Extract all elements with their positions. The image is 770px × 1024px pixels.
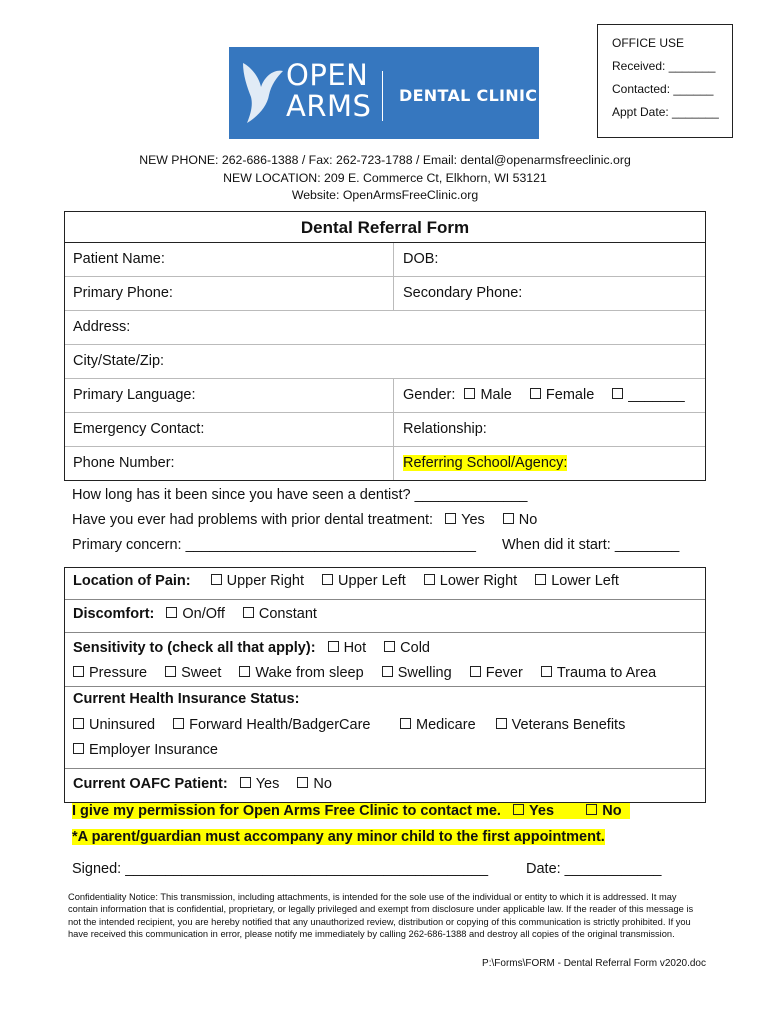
sweet-label: Sweet: [181, 665, 222, 681]
office-use-title: OFFICE USE: [612, 36, 685, 50]
insurance-row-1b: [400, 717, 625, 733]
insurance-row-2: [73, 742, 218, 758]
lower-right-checkbox[interactable]: [424, 574, 435, 585]
logo-separator: [382, 71, 383, 121]
gender-group: [403, 387, 685, 403]
permission-text: [72, 803, 630, 819]
referral-form-table: [64, 211, 706, 481]
confidentiality-notice: Confidentiality Notice: This transmission, including attachments, is intended for the sole use of the individual or entity to which it is addressed. It may contain information that is confidential, proprietary, or legally privileged and exempt from disclosure under applicable law. If the reader of this message is not the intended recipient, you are hereby notified that any unauthorized review, distribution or copying of this communication is strictly prohibited. If you have received this communication in error, please notify me immediately by calling 262-686-1388 and destroy all copies of the original transmission.: [68, 892, 694, 940]
gender-other-checkbox[interactable]: [612, 388, 623, 399]
discomfort-label: Discomfort:: [73, 606, 155, 622]
permission-no-label: No: [602, 803, 622, 819]
on-off-checkbox[interactable]: [166, 607, 177, 618]
employer-insurance-label: Employer Insurance: [89, 742, 218, 758]
appt-date-field[interactable]: Appt Date: _______: [612, 105, 719, 119]
uninsured-label: Uninsured: [89, 717, 156, 733]
swelling-label: Swelling: [397, 665, 452, 681]
permission-yes-label: Yes: [529, 803, 555, 819]
medicare-label: Medicare: [416, 717, 476, 733]
insurance-row-1: [73, 717, 370, 733]
sweet-checkbox[interactable]: [165, 666, 176, 677]
office-use-box: [597, 24, 733, 138]
gender-other-blank[interactable]: _______: [628, 387, 685, 403]
upper-right-label: Upper Right: [226, 573, 305, 589]
hot-label: Hot: [343, 640, 367, 656]
location-label: Location of Pain:: [73, 573, 191, 589]
symptoms-box: [64, 567, 706, 803]
row-address: [65, 311, 705, 345]
permission-statement: I give my permission for Open Arms Free Clinic to contact me.: [72, 803, 501, 819]
prior-no-checkbox[interactable]: [503, 513, 514, 524]
divider: [65, 632, 705, 633]
gender-female-label: Female: [545, 387, 595, 403]
upper-left-checkbox[interactable]: [322, 574, 333, 585]
minor-notice: *A parent/guardian must accompany any minor child to the first appointment.: [72, 829, 605, 845]
contact-line-location: NEW LOCATION: 209 E. Commerce Ct, Elkhorn, WI 53121: [223, 171, 547, 185]
divider: [65, 686, 705, 687]
dove-icon: [237, 57, 285, 131]
location-of-pain-row: [73, 573, 619, 589]
gender-label: Gender:: [403, 387, 456, 403]
gender-male-label: Male: [480, 387, 512, 403]
referring-agency-field[interactable]: Referring School/Agency:: [403, 455, 568, 471]
discomfort-row: [73, 606, 317, 622]
uninsured-checkbox[interactable]: [73, 718, 84, 729]
divider: [65, 599, 705, 600]
lower-left-checkbox[interactable]: [535, 574, 546, 585]
sensitivity-label: Sensitivity to (check all that apply):: [73, 640, 316, 656]
last-dentist-question[interactable]: How long has it been since you have seen a dentist? ______________: [72, 487, 528, 503]
contact-line-phone: NEW PHONE: 262-686-1388 / Fax: 262-723-1788 / Email: dental@openarmsfreeclinic.org: [139, 153, 631, 167]
oafc-label: Current OAFC Patient:: [73, 776, 228, 792]
fever-label: Fever: [485, 665, 523, 681]
sensitivity-row: [73, 640, 430, 656]
prior-problems-question: [72, 512, 537, 528]
primary-concern-field[interactable]: Primary concern: ____________________________________: [72, 537, 476, 553]
contacted-field[interactable]: Contacted: ______: [612, 82, 714, 96]
medicare-checkbox[interactable]: [400, 718, 411, 729]
row-phone-number: [65, 447, 705, 480]
row-phone: [65, 277, 705, 311]
insurance-label: Current Health Insurance Status:: [73, 691, 300, 707]
pressure-label: Pressure: [89, 665, 148, 681]
trauma-checkbox[interactable]: [541, 666, 552, 677]
logo-word-open: OPEN: [286, 58, 369, 92]
permission-no-checkbox[interactable]: [586, 804, 597, 815]
fever-checkbox[interactable]: [470, 666, 481, 677]
city-state-zip-field[interactable]: City/State/Zip:: [73, 353, 165, 369]
veterans-label: Veterans Benefits: [511, 717, 626, 733]
file-path-footer: P:\Forms\FORM - Dental Referral Form v2020.doc: [482, 958, 706, 969]
on-off-label: On/Off: [182, 606, 225, 622]
permission-row: [72, 803, 630, 819]
logo-word-arms: ARMS: [286, 89, 372, 123]
received-field[interactable]: Received: _______: [612, 59, 716, 73]
row-emergency: [65, 413, 705, 447]
primary-language-field[interactable]: Primary Language:: [73, 387, 196, 403]
prior-no-label: No: [518, 512, 538, 528]
oafc-no-checkbox[interactable]: [297, 777, 308, 788]
address-field[interactable]: Address:: [73, 319, 131, 335]
signed-field[interactable]: Signed: _____________________________________________: [72, 861, 489, 877]
wake-label: Wake from sleep: [255, 665, 364, 681]
upper-right-checkbox[interactable]: [211, 574, 222, 585]
sign-date-field[interactable]: Date: ____________: [526, 861, 662, 877]
wake-checkbox[interactable]: [239, 666, 250, 677]
when-start-field[interactable]: When did it start: ________: [502, 537, 680, 553]
secondary-phone-field[interactable]: Secondary Phone:: [403, 285, 523, 301]
hot-checkbox[interactable]: [328, 641, 339, 652]
constant-checkbox[interactable]: [243, 607, 254, 618]
row-city: [65, 345, 705, 379]
clinic-logo: [229, 47, 539, 139]
prior-problems-label: Have you ever had problems with prior dental treatment:: [72, 512, 434, 528]
prior-yes-checkbox[interactable]: [445, 513, 456, 524]
employer-insurance-checkbox[interactable]: [73, 743, 84, 754]
forward-health-label: Forward Health/BadgerCare: [189, 717, 371, 733]
veterans-checkbox[interactable]: [496, 718, 507, 729]
gender-male-checkbox[interactable]: [464, 388, 475, 399]
prior-yes-label: Yes: [461, 512, 485, 528]
upper-left-label: Upper Left: [338, 573, 406, 589]
oafc-yes-label: Yes: [255, 776, 280, 792]
relationship-field[interactable]: Relationship:: [403, 421, 487, 437]
cold-label: Cold: [400, 640, 430, 656]
constant-label: Constant: [258, 606, 317, 622]
row-patient: [65, 243, 705, 277]
phone-number-field[interactable]: Phone Number:: [73, 455, 175, 471]
forward-health-checkbox[interactable]: [173, 718, 184, 729]
primary-phone-field[interactable]: Primary Phone:: [73, 285, 173, 301]
oafc-row: [73, 776, 332, 792]
pressure-checkbox[interactable]: [73, 666, 84, 677]
cold-checkbox[interactable]: [384, 641, 395, 652]
divider: [65, 768, 705, 769]
patient-name-field[interactable]: Patient Name:: [73, 251, 165, 267]
dob-field[interactable]: DOB:: [403, 251, 439, 267]
row-language: [65, 379, 705, 413]
oafc-yes-checkbox[interactable]: [240, 777, 251, 788]
logo-dental-clinic: DENTAL CLINIC: [399, 86, 538, 105]
gender-female-checkbox[interactable]: [530, 388, 541, 399]
trauma-label: Trauma to Area: [556, 665, 657, 681]
permission-yes-checkbox[interactable]: [513, 804, 524, 815]
minor-notice-row: [72, 829, 605, 845]
form-title: Dental Referral Form: [65, 212, 705, 243]
swelling-checkbox[interactable]: [382, 666, 393, 677]
oafc-no-label: No: [313, 776, 332, 792]
contact-line-website: Website: OpenArmsFreeClinic.org: [291, 188, 479, 202]
lower-left-label: Lower Left: [551, 573, 619, 589]
emergency-contact-field[interactable]: Emergency Contact:: [73, 421, 205, 437]
lower-right-label: Lower Right: [439, 573, 518, 589]
sensitivity-row-2: [73, 665, 656, 681]
